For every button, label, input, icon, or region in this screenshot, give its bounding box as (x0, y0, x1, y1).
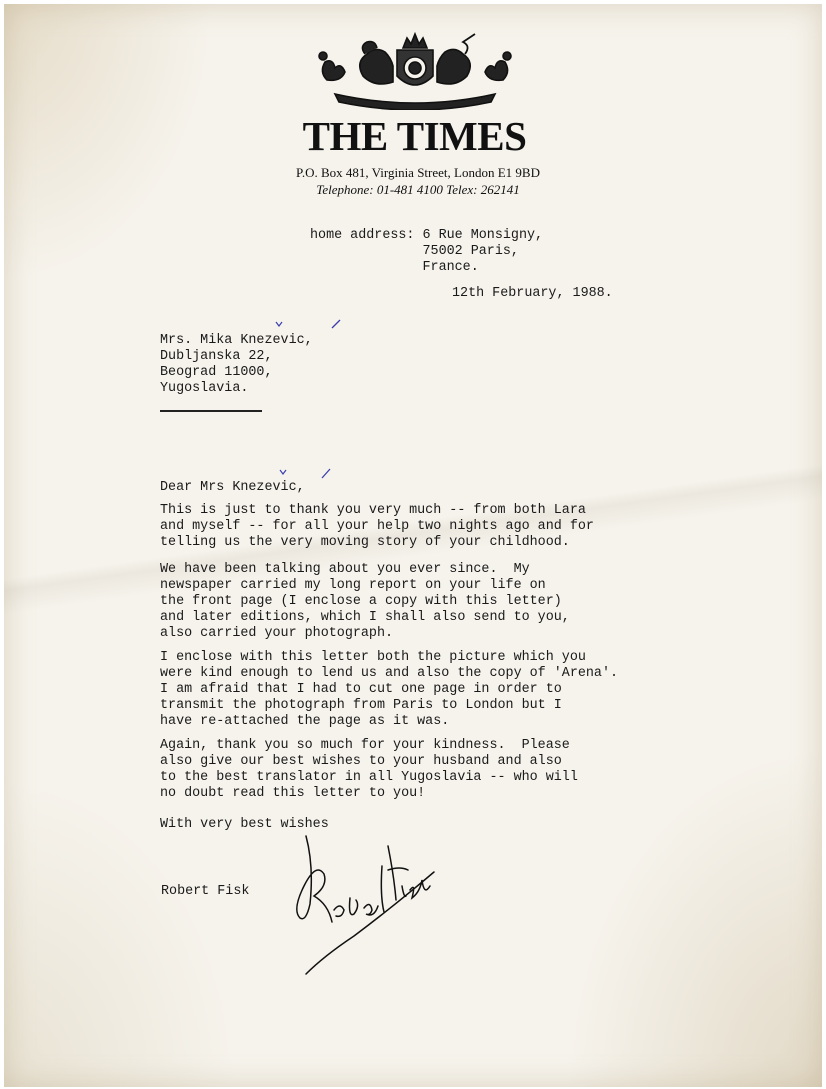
body-paragraph-4 (160, 738, 578, 802)
letterhead-contact: Telephone: 01-481 4100 Telex: 262141 (316, 182, 520, 197)
body-paragraph-2 (160, 562, 570, 642)
text-line: and later editions, which I shall also send to you, (160, 610, 570, 625)
text-line: also carried your photograph. (160, 626, 394, 641)
recipient-city: Beograd 11000, (160, 365, 273, 380)
masthead-title: THE TIMES (302, 113, 527, 159)
home-address-line2: 75002 Paris, (422, 244, 519, 259)
salutation: Dear Mrs Knezevic, (160, 480, 305, 495)
divider-line (160, 410, 262, 412)
pen-accent-marks (270, 318, 350, 334)
text-line: the front page (I enclose a copy with this letter) (160, 594, 562, 609)
text-line: I enclose with this letter both the picture which you (160, 650, 586, 665)
text-line: to the best translator in all Yugoslavia -- who will (160, 770, 578, 785)
sender-address-block (310, 228, 543, 276)
text-line: Again, thank you so much for your kindness. Please (160, 738, 570, 753)
text-line: transmit the photograph from Paris to London but I (160, 698, 562, 713)
text-line: telling us the very moving story of your childhood. (160, 535, 570, 550)
letter-date: 12th February, 1988. (452, 286, 613, 301)
text-line: have re-attached the page as it was. (160, 714, 450, 729)
text-line: were kind enough to lend us and also the copy of 'Arena'. (160, 666, 619, 681)
signatory-name: Robert Fisk (161, 884, 250, 899)
closing-line: With very best wishes (160, 817, 329, 832)
pen-accent-marks (270, 466, 350, 482)
home-address-label: home address: (310, 228, 415, 243)
body-paragraph-1 (160, 503, 594, 551)
text-line: We have been talking about you ever since. My (160, 562, 530, 577)
times-crest-logo (305, 32, 525, 110)
recipient-street: Dubljanska 22, (160, 349, 273, 364)
home-address-line3: France. (422, 260, 479, 275)
text-line: newspaper carried my long report on your life on (160, 578, 546, 593)
handwritten-signature (284, 826, 444, 976)
text-line: and myself -- for all your help two nights ago and for (160, 519, 594, 534)
recipient-name: Mrs. Mika Knezevic, (160, 333, 313, 348)
recipient-block (160, 333, 313, 397)
letterhead-address: P.O. Box 481, Virginia Street, London E1 9BD (296, 165, 540, 180)
text-line: also give our best wishes to your husband and also (160, 754, 562, 769)
body-paragraph-3 (160, 650, 618, 730)
text-line: This is just to thank you very much -- from both Lara (160, 503, 586, 518)
text-line: no doubt read this letter to you! (160, 786, 426, 801)
home-address-line1: 6 Rue Monsigny, (422, 228, 544, 243)
recipient-country: Yugoslavia. (160, 381, 249, 396)
text-line: I am afraid that I had to cut one page in order to (160, 682, 562, 697)
